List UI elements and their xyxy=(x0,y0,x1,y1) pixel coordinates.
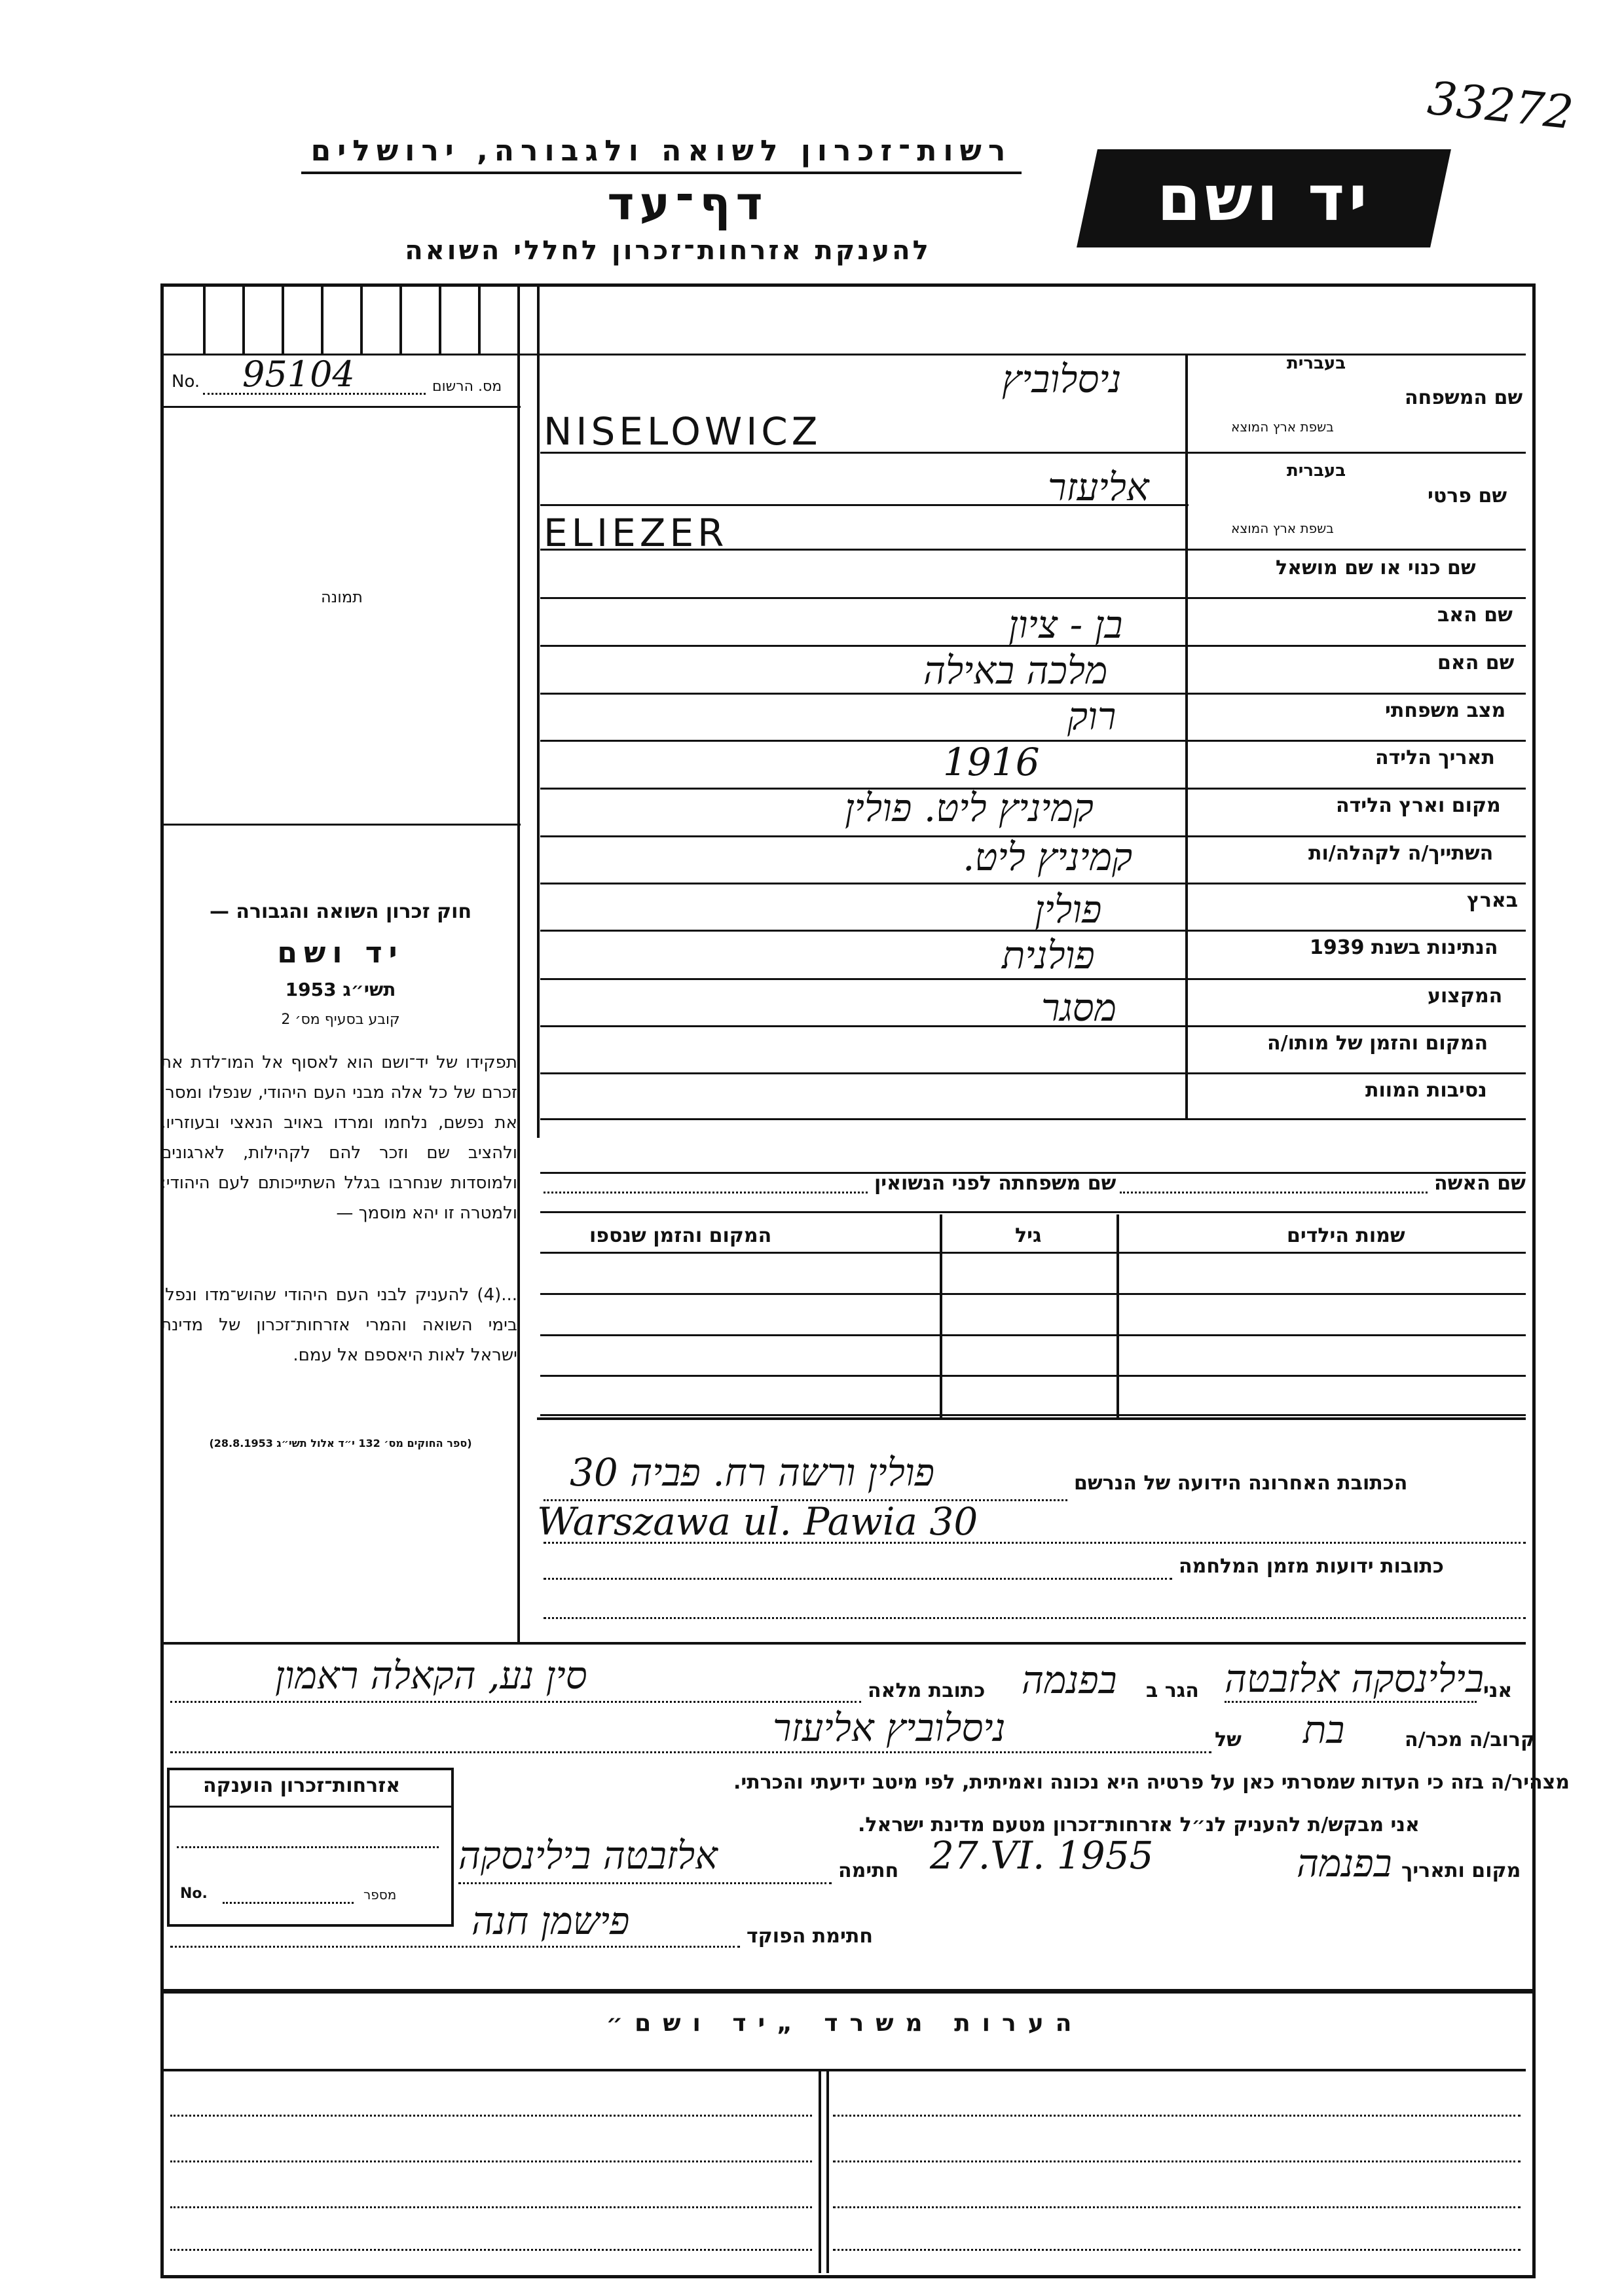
registration-no-value: 95104 xyxy=(242,354,355,395)
full-address-label: כתובת מלאה xyxy=(868,1679,986,1702)
mother-name-label: שם האם xyxy=(1437,651,1515,674)
country-value: פולין xyxy=(1035,887,1102,932)
wife-name-label: שם האשה xyxy=(1434,1172,1526,1195)
officer-signature-value: פישמן חנה xyxy=(471,1899,630,1943)
law-source: (ספר החוקים מס׳ 132 י״ד אלול תשי״ג 28.8.1953) xyxy=(209,1437,472,1449)
declarant-name-value: בילינסקה אלזבטה xyxy=(1225,1656,1484,1701)
death-circumstances-label: נסיבות המוות xyxy=(1365,1079,1487,1102)
children-names-header: שמות הילדים xyxy=(1287,1224,1405,1247)
profession-value: מסגר xyxy=(1041,985,1117,1030)
last-address-hebrew: פולין ורשה רח. פביה 30 xyxy=(570,1450,935,1495)
organization-title: רשות־זכרון לשואה ולגבורה, ירושלים xyxy=(301,134,1022,174)
children-place-header: המקום והזמן שנספו xyxy=(589,1224,772,1247)
birthplace-label: מקום וארץ הלידה xyxy=(1336,794,1501,817)
registration-no-he-label: מס. הרשום xyxy=(432,378,502,395)
maiden-name-label: שם משפחתה לפני הנשואין xyxy=(874,1172,1116,1195)
marital-status-label: מצב משפחתי xyxy=(1385,699,1506,722)
officer-signature-label: חתימת הפוקד xyxy=(747,1925,873,1948)
in-origin-label-2: בשפת ארץ המוצא xyxy=(1231,520,1334,536)
last-address-label: הכתובת האחרונה הידועה של הנרשם xyxy=(1074,1472,1408,1495)
law-title: חוק זכרון השואה והגבורה — xyxy=(209,900,472,923)
father-name-value: בן - ציון xyxy=(1008,602,1123,647)
page-subtitle: להענקת אזרחות־זכרון לחללי השואה xyxy=(405,236,931,266)
photo-label: תמונה xyxy=(321,588,363,606)
resides-label: הגר ב xyxy=(1146,1679,1199,1702)
of-value: ניסלוביץ אליעזר xyxy=(773,1705,1006,1750)
declarant-i-label: אני xyxy=(1483,1679,1513,1702)
date-value: 27.VI. 1955 xyxy=(930,1833,1154,1878)
reference-number: 33272 xyxy=(1425,71,1576,140)
citizenship-value: פולנית xyxy=(1002,933,1095,977)
country-label: בארץ xyxy=(1467,889,1519,912)
declaration-text: מצהיר/ה בזה כי העדות שמסרתי כאן על פרטיה היא נכונה ואמיתית, לפי מיטב ידיעתי והכרתי. xyxy=(733,1771,1570,1794)
page-title: דף־עד xyxy=(607,177,768,230)
children-age-header: גיל xyxy=(1015,1224,1042,1247)
birthplace-value: קמיניץ ליט. פולין xyxy=(845,786,1094,830)
relative-value: בת xyxy=(1303,1707,1345,1752)
death-place-label: המקום והזמן של מותו/ה xyxy=(1267,1032,1488,1055)
birthdate-value: 1916 xyxy=(943,740,1040,784)
marital-status-value: רוק xyxy=(1067,694,1116,738)
in-origin-label-1: בשפת ארץ המוצא xyxy=(1231,419,1334,435)
certificate-box-title: אזרחות־זכרון הוענקה xyxy=(203,1774,401,1797)
yad-vashem-logo: יד ושם xyxy=(1077,149,1451,247)
law-paragraph-1: תפקידו של יד־ושם הוא לאסוף אל המו־לדת את זכרם של כל אלה מבני העם היהודי, שנפלו ומסרו את נפשם, נלחמו ומרדו באויב הנאצי ובעוזריו, ולהציב שם וזכר להם לקהילות, לארגונים ולמוסדות שנחרבו בגלל השתייכותם לעם היהודי; ולמטרה זו יהא מוסמך — xyxy=(160,1053,517,1223)
family-name-latin: NISELOWICZ xyxy=(544,409,822,454)
left-column-divider xyxy=(517,287,520,1642)
of-label: של xyxy=(1215,1728,1242,1751)
resides-value: בפנמה xyxy=(1022,1658,1117,1702)
first-name-hebrew: אליעזר xyxy=(1048,465,1149,509)
birthdate-label: תאריך הלידה xyxy=(1375,746,1495,769)
full-address-value: סין נע, הקאלה ראמון xyxy=(275,1653,587,1698)
community-value: קמיניץ ליט. xyxy=(963,835,1133,879)
family-name-hebrew: ניסלוביץ xyxy=(1002,357,1122,401)
left-column-divider-inner xyxy=(537,287,540,1138)
place-value: בפנמה xyxy=(1297,1841,1392,1886)
family-name-label: שם המשפחה xyxy=(1405,386,1523,409)
office-comments-title: הערות משרד „יד ושם״ xyxy=(606,2010,1084,2037)
wartime-address-label: כתובות ידועות מזמן המלחמה xyxy=(1179,1555,1444,1578)
law-year: תשי״ג 1953 xyxy=(285,979,396,1000)
in-hebrew-label-2: בעברית xyxy=(1287,461,1346,481)
request-text: אני מבקש/ת להעניק לנ״ל אזרחות־זכרון מטעם מדינת ישראל. xyxy=(858,1813,1420,1836)
last-address-latin: Warszawa ul. Pawia 30 xyxy=(537,1499,978,1544)
profession-label: המקצוע xyxy=(1428,985,1503,1008)
father-name-label: שם האב xyxy=(1437,604,1513,627)
first-name-latin: ELIEZER xyxy=(544,511,728,555)
signature-value: אלזבטה בילינסקה xyxy=(458,1833,718,1878)
signature-label: חתימה xyxy=(838,1859,899,1882)
community-label: השתייך/ה לקהלה/ות xyxy=(1308,842,1494,865)
law-paragraph-2: ...(4) להעניק לבני העם היהודי שהוש־מדו ונפלו בימי השואה והמרי אזרחות־זכרון של מדינת ישראל לאות היאספם אל עמם. xyxy=(160,1285,517,1365)
in-hebrew-label-1: בעברית xyxy=(1287,354,1346,373)
first-name-label: שם פרטי xyxy=(1428,484,1507,507)
citizenship-label: הנתינות בשנת 1939 xyxy=(1310,936,1498,959)
nickname-label: שם כנוי או שם מושאל xyxy=(1276,556,1476,579)
photo-area xyxy=(164,409,517,822)
place-date-label: מקום ותאריך xyxy=(1401,1859,1521,1882)
registration-no-label: No. xyxy=(172,372,200,392)
mother-name-value: מלכה באילה xyxy=(923,648,1108,693)
certificate-no-he-label: מספר xyxy=(363,1887,397,1903)
law-name: יד ושם xyxy=(277,936,404,970)
certificate-no-label: No. xyxy=(180,1886,208,1902)
relative-label: קרוב/ה מכר/ה xyxy=(1405,1728,1536,1751)
law-clause: קובע בסעיף מס׳ 2 xyxy=(281,1011,400,1028)
label-column-divider xyxy=(1185,354,1188,1120)
